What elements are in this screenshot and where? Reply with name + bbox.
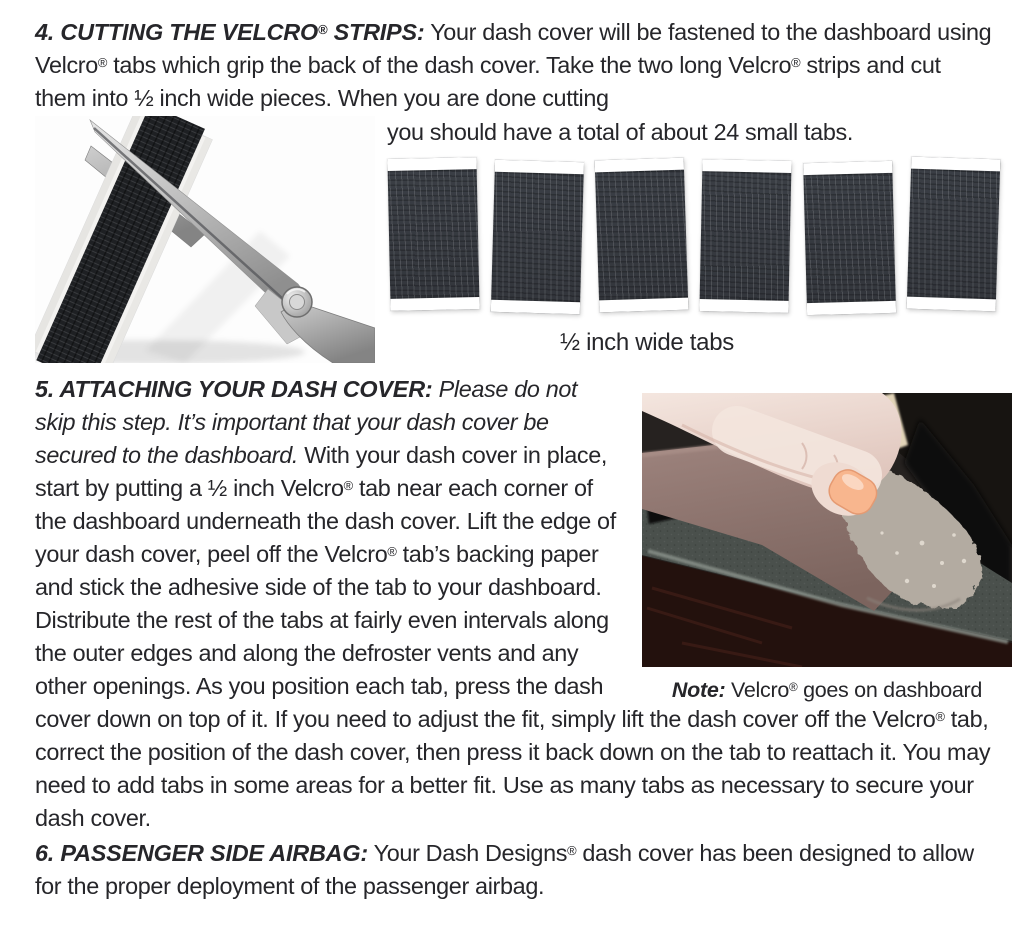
note-label: Note: xyxy=(671,678,726,702)
section-5-continued-paragraph xyxy=(35,703,994,835)
hand-lifting-dash-cover-photo xyxy=(642,393,1012,667)
tabs-caption-text: ½ inch wide tabs xyxy=(560,329,734,356)
velcro-tab-image xyxy=(595,158,689,313)
section-4-body: Your dash cover will be fastened to the dashboard using Velcro® tabs which grip the back of the dash cover. Take the two long Velcro® strips and cut them into ½ inch wide pieces. When you are done cutting xyxy=(35,19,992,111)
section-6-paragraph xyxy=(35,837,994,903)
section-5-continued-text: cover down on top of it. If you need to adjust the fit, simply lift the dash cover off the Velcro® tab, correct the position of the dash cover, then press it back down on the tab to reattach it. You may need to add tabs in some areas for a better fit. Use as many tabs as necessary to secure your dash cover. xyxy=(35,706,991,831)
section-4-body-wrap xyxy=(387,116,998,149)
attaching-section xyxy=(35,373,994,703)
section-5-lead-italic: Please do not skip this step. It’s important that your dash cover be secured to the dashboard. xyxy=(35,376,578,468)
dash-photo-column xyxy=(620,373,1012,703)
section-6-body: Your Dash Designs® dash cover has been designed to allow for the proper deployment of the passenger airbag. xyxy=(35,840,974,899)
section-5-heading: 5. ATTACHING YOUR DASH COVER: xyxy=(35,376,433,402)
velcro-tab-image xyxy=(907,157,1001,312)
section-5-body: With your dash cover in place, start by putting a ½ inch Velcro® tab near each corner of the dashboard underneath the dash cover. Lift the edge of your dash cover, peel off the Velcro® tab’s backing paper and stick the adhesive side of the tab to your dashboard. Distribute the rest of the tabs at fairly even intervals along the outer edges and along the defroster vents and any other openings. As you position each tab, press the dash xyxy=(35,442,616,699)
velcro-tabs-photo xyxy=(387,158,998,310)
note-text: Velcro® goes on dashboard xyxy=(725,678,983,702)
section-4-paragraph xyxy=(35,16,994,115)
velcro-tab-image xyxy=(491,160,584,314)
section-5-paragraph xyxy=(35,373,620,703)
velcro-tab-image xyxy=(699,159,791,313)
scissors-cutting-velcro-photo xyxy=(35,116,375,363)
photo-note-caption xyxy=(642,677,1012,703)
tabs-column xyxy=(375,116,998,363)
tabs-caption xyxy=(387,330,907,356)
velcro-tab-image xyxy=(387,157,479,311)
section-4-body-wrap-text: you should have a total of about 24 small tabs. xyxy=(387,119,853,145)
section-6-heading: 6. PASSENGER SIDE AIRBAG: xyxy=(35,840,368,866)
velcro-tab-image xyxy=(803,161,896,315)
cutting-figures-row xyxy=(35,116,994,363)
section-4-heading: 4. CUTTING THE VELCRO® STRIPS: xyxy=(35,19,425,45)
